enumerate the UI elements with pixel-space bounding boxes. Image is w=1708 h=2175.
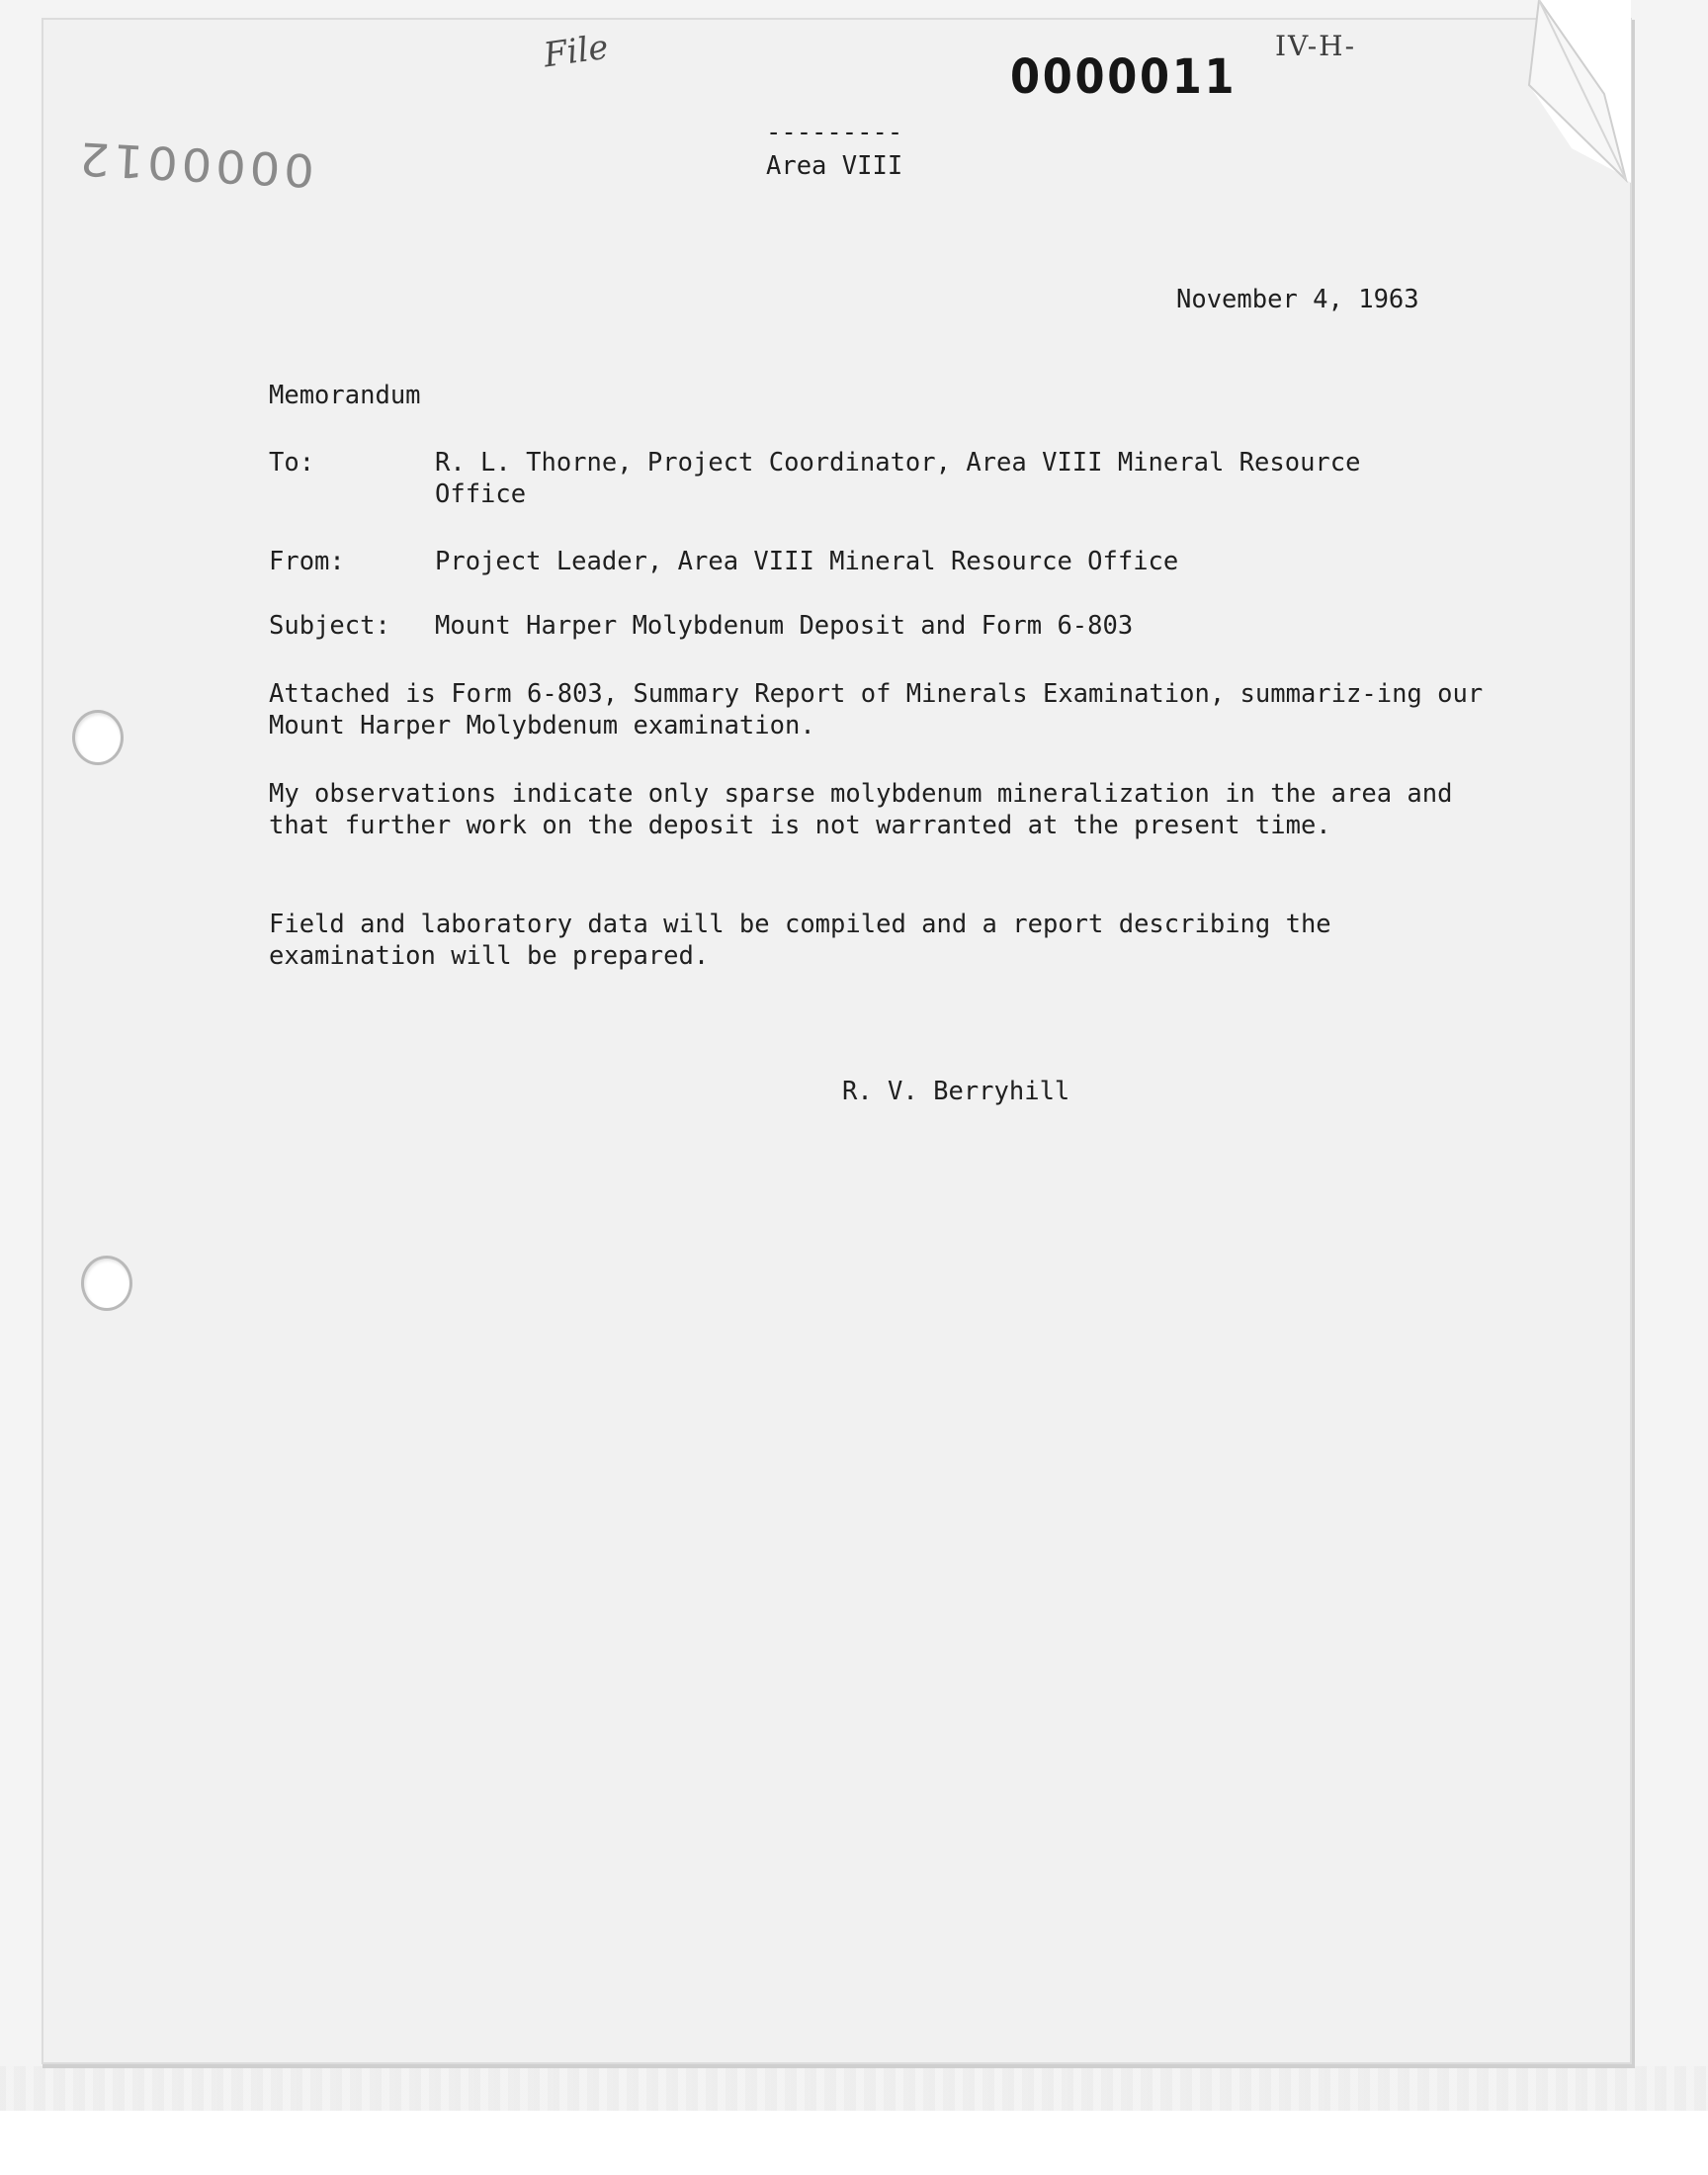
body-paragraph-3: Field and laboratory data will be compiled and a report describing the examination will be prepared.	[269, 910, 1331, 971]
header-rule: ---------	[766, 118, 903, 147]
document-number-stamp: 0000011	[1010, 49, 1238, 105]
inverted-document-number-stamp: 0000012	[74, 130, 316, 197]
to-recipient: R. L. Thorne, Project Coordinator, Area VIII Mineral Resource Office	[435, 448, 1361, 509]
folded-corner	[1478, 0, 1631, 183]
signature-name: R. V. Berryhill	[842, 1077, 1070, 1106]
punch-hole-lower	[81, 1256, 132, 1311]
from-label: From:	[269, 547, 345, 576]
subject-text: Mount Harper Molybdenum Deposit and Form 6-803	[435, 611, 1134, 641]
body-paragraph-1: Attached is Form 6-803, Summary Report of Minerals Examination, summariz-ing our Mount Harper Molybdenum examination.	[269, 679, 1484, 740]
subject-label: Subject:	[269, 611, 390, 641]
memo-date: November 4, 1963	[1176, 285, 1419, 314]
scan-edge-strip	[0, 2066, 1708, 2111]
body-paragraph-2: My observations indicate only sparse molybdenum mineralization in the area and that further work on the deposit is not warranted at the present time.	[269, 779, 1453, 840]
to-label: To:	[269, 448, 315, 478]
handwritten-file-code: IV-H-	[1275, 30, 1357, 62]
handwritten-file-note: File	[541, 27, 611, 76]
punch-hole-upper	[72, 710, 124, 765]
memo-page	[43, 20, 1630, 2062]
memo-type-label: Memorandum	[269, 381, 421, 410]
office-heading: Area VIII	[766, 151, 903, 181]
from-sender: Project Leader, Area VIII Mineral Resource Office	[435, 547, 1179, 576]
